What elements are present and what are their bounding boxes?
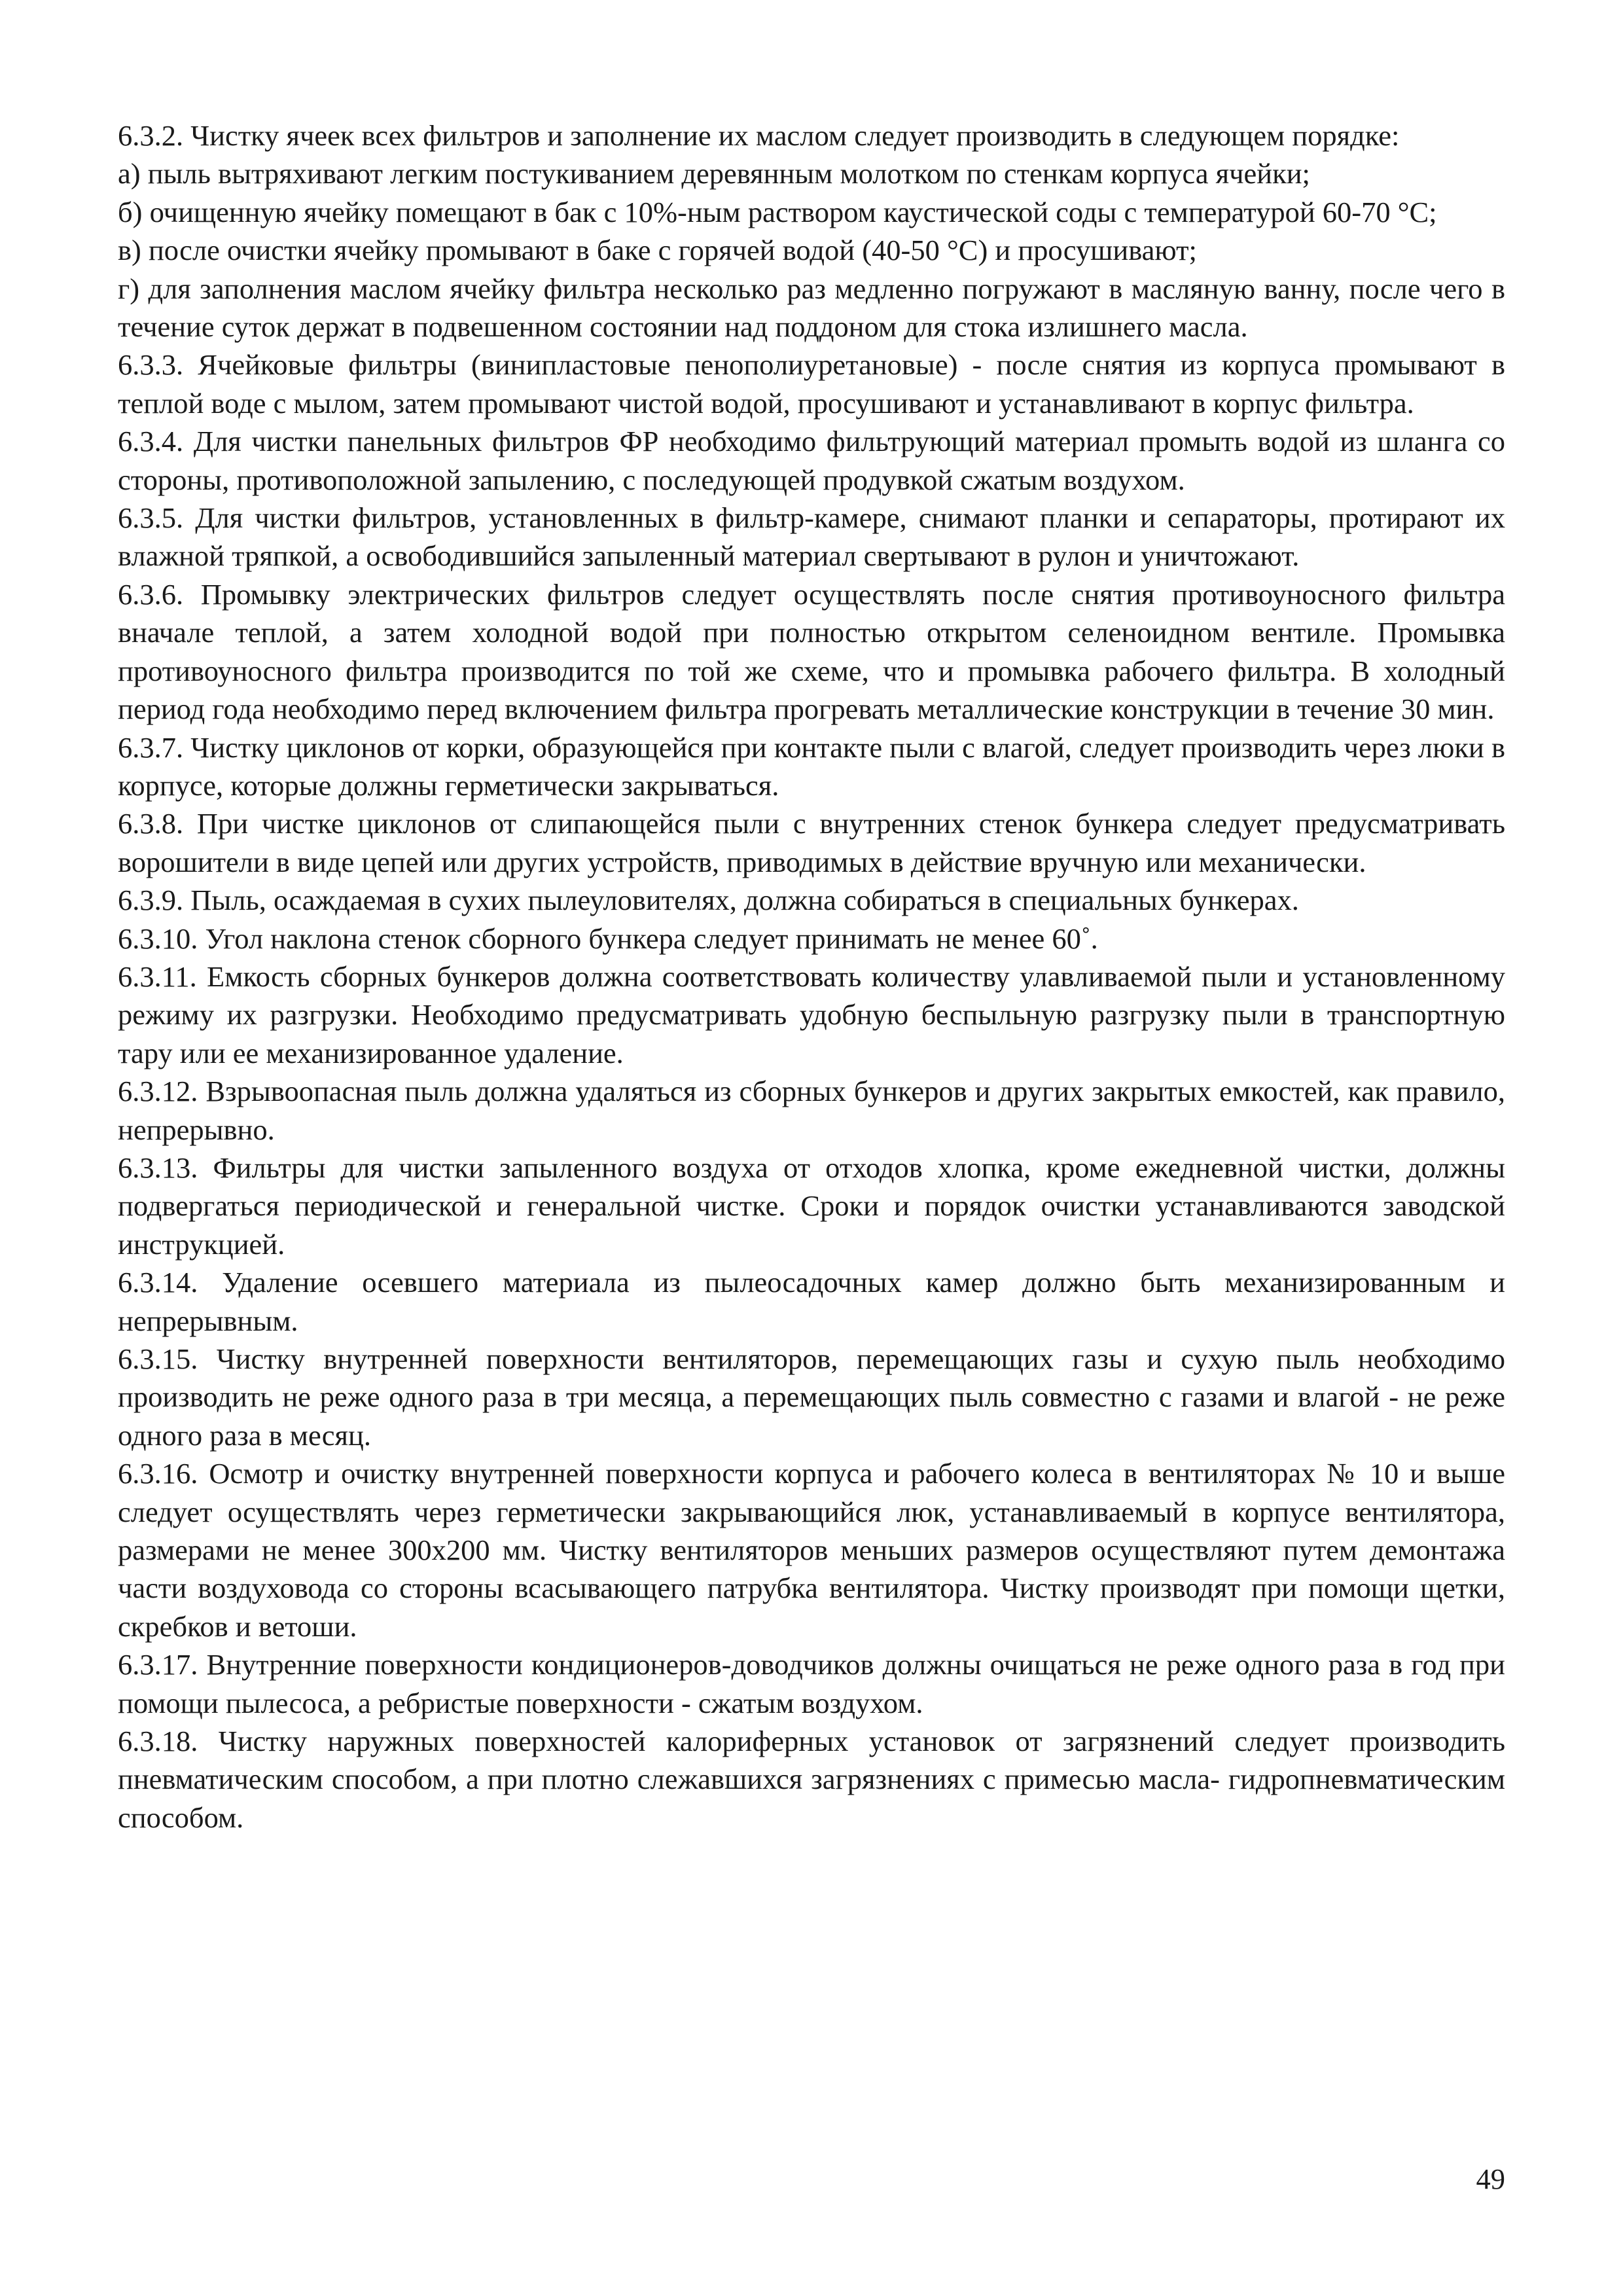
document-body xyxy=(118,117,1505,1837)
paragraph-6-3-7: 6.3.7. Чистку циклонов от корки, образующейся при контакте пыли с влагой, следует производить через люки в корпусе, которые должны герметически закрываться. xyxy=(118,730,1505,802)
paragraph-6-3-18: 6.3.18. Чистку наружных поверхностей калориферных установок от загрязнений следует производить пневматическим способом, а при плотно слежавшихся загрязнениях с примесью масла- гидропневматическим способом. xyxy=(118,1725,1505,1834)
paragraph-6-3-13: 6.3.13. Фильтры для чистки запыленного воздуха от отходов хлопка, кроме ежедневной чистки, должны подвергаться периодической и генеральной чистке. Сроки и порядок очистки устанавливаются заводской инструкцией. xyxy=(118,1151,1505,1261)
paragraph-6-3-6: 6.3.6. Промывку электрических фильтров следует осуществлять после снятия противоуносного фильтра вначале теплой, а затем холодной водой при полностью открытом селеноидном вентиле. Промывка противоуносного фильтра производится по той же схеме, что и промывка рабочего фильтра. В холодный период года необходимо перед включением фильтра прогревать металлические конструкции в течение 30 мин. xyxy=(118,577,1505,726)
paragraph-6-3-2: 6.3.2. Чистку ячеек всех фильтров и заполнение их маслом следует производить в следующем порядке: xyxy=(118,119,1400,152)
paragraph-6-3-5: 6.3.5. Для чистки фильтров, установленных в фильтр-камере, снимают планки и сепараторы, протирают их влажной тряпкой, а освободившийся запыленный материал свертывают в рулон и уничтожают. xyxy=(118,501,1505,573)
paragraph-6-3-4: 6.3.4. Для чистки панельных фильтров ФР необходимо фильтрующий материал промыть водой из шланга со стороны, противоположной запылению, с последующей продувкой сжатым воздухом. xyxy=(118,425,1505,496)
paragraph-6-3-11: 6.3.11. Емкость сборных бункеров должна соответствовать количеству улавливаемой пыли и установленному режиму их разгрузки. Необходимо предусматривать удобную беспыльную разгрузку пыли в транспортную тару или ее механизированное удаление. xyxy=(118,960,1505,1069)
paragraph-6-3-14: 6.3.14. Удаление осевшего материала из пылеосадочных камер должно быть механизированным и непрерывным. xyxy=(118,1266,1505,1337)
paragraph-6-3-17: 6.3.17. Внутренние поверхности кондиционеров-доводчиков должны очищаться не реже одного раза в год при помощи пылесоса, а ребристые поверхности - сжатым воздухом. xyxy=(118,1648,1505,1719)
list-item-b: б) очищенную ячейку помещают в бак с 10%-ным раствором каустической соды с температурой 60-70 °С; xyxy=(118,195,1437,228)
list-item-a: а) пыль вытряхивают легким постукиванием деревянным молотком по стенкам корпуса ячейки; xyxy=(118,157,1310,190)
paragraph-6-3-9: 6.3.9. Пыль, осаждаемая в сухих пылеуловителях, должна собираться в специальных бункерах. xyxy=(118,884,1299,917)
paragraph-6-3-8: 6.3.8. При чистке циклонов от слипающейся пыли с внутренних стенок бункера следует предусматривать ворошители в виде цепей или других устройств, приводимых в действие вручную или механически. xyxy=(118,807,1505,878)
paragraph-6-3-15: 6.3.15. Чистку внутренней поверхности вентиляторов, перемещающих газы и сухую пыль необходимо производить не реже одного раза в три месяца, а перемещающих пыль совместно с газами и влагой - не реже одного раза в месяц. xyxy=(118,1342,1505,1452)
paragraph-6-3-12: 6.3.12. Взрывоопасная пыль должна удаляться из сборных бункеров и других закрытых емкостей, как правило, непрерывно. xyxy=(118,1075,1505,1146)
paragraph-6-3-10: 6.3.10. Угол наклона стенок сборного бункера следует принимать не менее 60˚. xyxy=(118,922,1098,955)
list-item-v: в) после очистки ячейку промывают в баке с горячей водой (40-50 °С) и просушивают; xyxy=(118,234,1197,267)
page-number: 49 xyxy=(1476,2162,1505,2195)
list-item-g: г) для заполнения маслом ячейку фильтра несколько раз медленно погружают в масляную ванну, после чего в течение суток держат в подвешенном состоянии над поддоном для стока излишнего масла. xyxy=(118,272,1505,344)
paragraph-6-3-3: 6.3.3. Ячейковые фильтры (винипластовые пенополиуретановые) - после снятия из корпуса промывают в теплой воде с мылом, затем промывают чистой водой, просушивают и устанавливают в корпус фильтра. xyxy=(118,348,1505,420)
paragraph-6-3-16: 6.3.16. Осмотр и очистку внутренней поверхности корпуса и рабочего колеса в вентиляторах № 10 и выше следует осуществлять через герметически закрывающийся люк, устанавливаемый в корпусе вентилятора, размерами не менее 300х200 мм. Чистку вентиляторов меньших размеров осуществляют путем демонтажа части воздуховода со стороны всасывающего патрубка вентилятора. Чистку производят при помощи щетки, скребков и ветоши. xyxy=(118,1457,1505,1643)
